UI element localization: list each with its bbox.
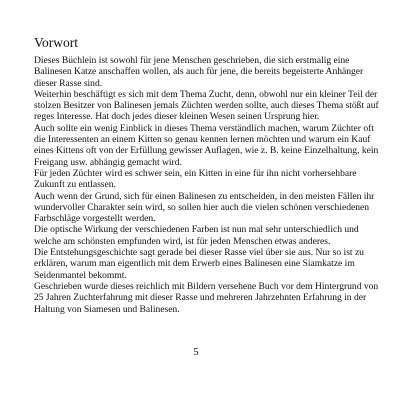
text-line: die Interessenten an einem Kitten so genau kennen lernen möchten und warum ein Kauf (34, 134, 371, 146)
text-line: Die optische Wirkung der verschiedenen Farben ist nun mal sehr unterschiedlich und (34, 224, 359, 236)
text-line: Zukunft zu entlassen. (34, 179, 116, 191)
text-line: Auch wenn der Grund, sich für einen Balinesen zu entscheiden, in den meisten Fällen ihr (34, 190, 375, 202)
text-line: Haltung von Siamesen und Balinesen. (34, 303, 180, 315)
text-line: eines Kittens oft von der Erfüllung gewisser Auflagen, wie z. B. keine Einzelhaltung, kein (34, 145, 379, 157)
text-line: dieser Rasse sind. (34, 77, 103, 89)
text-line: wundervoller Charakter sein wird, so sollen hier auch die vielen schönen verschiedenen (34, 201, 370, 213)
text-line: Dieses Büchlein ist sowohl für jene Menschen geschrieben, die sich erstmalig eine (34, 55, 350, 66)
text-line: Geschrieben wurde dieses reichlich mit Bildern versehene Buch vor dem Hintergrund von (34, 280, 379, 292)
text-line: Die Entstehungsgeschichte sagt gerade bei dieser Rasse viel über sie aus. Nur so ist zu (34, 247, 364, 259)
text-line: erklären, warum man eigentlich mit dem Erwerb eines Balinesen eine Siamkatze im (34, 258, 355, 270)
text-line: Für jeden Züchter wird es schwer sein, ein Kitten in eine für ihn nicht vorhersehbare (34, 167, 357, 179)
page-number: 5 (193, 347, 199, 358)
foreword-body (34, 55, 379, 315)
page-heading: Vorwort (34, 35, 79, 50)
text-line: 25 Jahren Zuchterfahrung mit dieser Rasse und mehreren Jahrzehnten Erfahrung in der (34, 292, 367, 304)
text-line: welche am schönsten empfunden wird, ist für jeden Menschen etwas anderes. (34, 235, 331, 247)
text-line: Auch sollte ein wenig Einblick in dieses Thema verständlich machen, warum Züchter oft (34, 122, 374, 134)
text-line: Freigang usw. abhängig gemacht wird. (34, 156, 182, 168)
text-line: Weiterhin beschäftigt es sich mit dem Thema Zucht, denn, obwohl nur ein kleiner Teil der (34, 88, 378, 100)
text-line: Farbschläge vorgestellt werden. (34, 213, 156, 225)
text-line: Seidenmantel bekommt. (34, 269, 127, 281)
text-line: stolzen Besitzer von Balinesen jemals Züchten werden sollte, auch dieses Thema stößt auf (34, 100, 379, 112)
text-line: Balinesen Katze anschaffen wollen, als auch für jene, die bereits begeisterte Anhänger (34, 66, 364, 78)
text-line: reges Interesse. Hat doch jedes dieser kleinen Wesen seinen Ursprung hier. (34, 111, 320, 123)
